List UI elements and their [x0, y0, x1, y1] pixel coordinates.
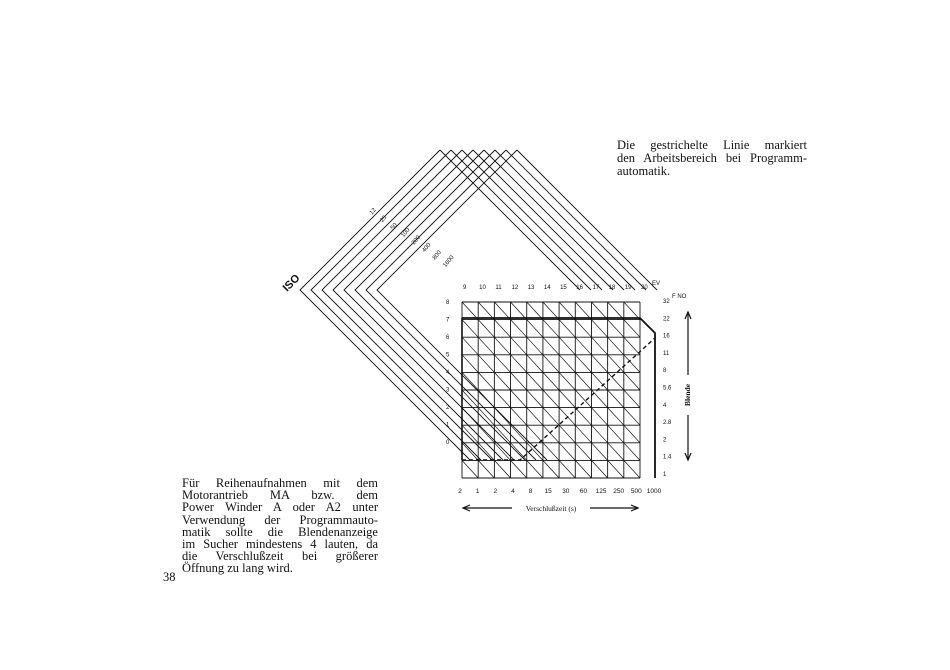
grid-diagonal [543, 390, 559, 408]
fno-value-label: 5.6 [663, 385, 672, 392]
iso-value-label: 100 [400, 227, 412, 239]
body-line: Für Reihenaufnahmen mit dem [182, 476, 378, 490]
grid-diagonal [511, 408, 527, 426]
shutter-value-label: 60 [579, 488, 588, 495]
grid-diagonal [559, 320, 575, 338]
grid-diagonal [591, 302, 607, 320]
grid-diagonal [511, 320, 527, 338]
note-line: automatik. [617, 164, 671, 178]
shutter-value-label: 500 [630, 488, 642, 495]
grid-diagonal [591, 425, 607, 443]
fno-value-label: 1.4 [663, 454, 672, 461]
grid-diagonal [608, 390, 624, 408]
shutter-value-label: 1000 [646, 488, 662, 495]
grid-diagonal [575, 302, 591, 320]
left-scale-label: 0 [446, 440, 450, 446]
ev-value-label: 15 [560, 285, 567, 291]
grid-diagonal [462, 372, 478, 390]
grid-diagonal [511, 372, 527, 390]
grid-diagonal [575, 425, 591, 443]
grid-diagonal [591, 443, 607, 461]
grid-diagonal [624, 460, 640, 478]
grid-diagonal [494, 302, 510, 320]
grid-diagonal [543, 337, 559, 355]
shutter-value-label: 125 [595, 488, 607, 495]
grid-diagonal [462, 337, 478, 355]
grid-diagonal [608, 320, 624, 338]
fno-value-label: 11 [663, 350, 670, 357]
ev-value-label: 19 [624, 285, 632, 291]
left-scale-label: 5 [446, 352, 450, 359]
grid-diagonal [559, 372, 575, 390]
iso-band-line [473, 150, 613, 290]
iso-band-line [451, 150, 591, 290]
iso-band-line [506, 150, 646, 290]
grid-diagonal [543, 355, 559, 373]
left-scale-label: 3 [446, 387, 450, 394]
grid-diagonal [527, 425, 543, 443]
diagram-lines [300, 150, 691, 511]
ev-value-label: 20 [641, 285, 648, 291]
iso-value-label: 400 [421, 242, 433, 254]
body-line: Motorantrieb MA bzw. dem [182, 488, 378, 503]
grid-diagonal [494, 425, 510, 443]
grid-diagonal [624, 390, 640, 408]
fno-value-label: 22 [663, 316, 670, 323]
note-line: den Arbeitsbereich bei Programm- [617, 151, 807, 165]
grid-diagonal [511, 443, 527, 461]
grid-diagonal [494, 337, 510, 355]
grid-diagonal [527, 355, 543, 373]
iso-band-line [440, 150, 580, 290]
grid-diagonal [608, 460, 624, 478]
shutter-value-label: 4 [511, 488, 515, 495]
body-line: Power Winder A oder A2 unter [182, 500, 378, 515]
grid-diagonal [494, 390, 510, 408]
left-scale-label: 8 [446, 300, 450, 306]
iso-band-line [517, 150, 657, 290]
left-scale-label: 2 [446, 405, 450, 411]
fno-value-label: 2.8 [663, 420, 672, 427]
iso-value-label: 1600 [442, 254, 456, 269]
grid-diagonal [478, 443, 494, 461]
grid-diagonal [559, 337, 575, 355]
grid-diagonal [624, 320, 640, 338]
fno-value-label: 16 [663, 333, 670, 340]
grid-diagonal [527, 460, 543, 478]
grid-diagonal [478, 337, 494, 355]
grid-diagonal [527, 337, 543, 355]
fno-label: F NO [672, 294, 687, 300]
ev-value-label: 10 [479, 285, 486, 291]
fno-value-label: 1 [663, 472, 667, 478]
ev-value-label: 16 [576, 285, 583, 291]
grid-diagonal [591, 372, 607, 390]
grid-diagonal [608, 355, 624, 373]
grid-diagonal [608, 408, 624, 426]
grid-diagonal [511, 390, 527, 408]
left-scale-label: 4 [446, 370, 450, 376]
grid-diagonal [511, 355, 527, 373]
grid-diagonal [575, 355, 591, 373]
grid-diagonal [559, 302, 575, 320]
iso-band-line [462, 150, 602, 290]
grid-diagonal [575, 320, 591, 338]
grid-diagonal [527, 320, 543, 338]
grid-diagonal [462, 355, 478, 373]
fno-value-label: 2 [663, 437, 667, 444]
ev-value-label: 11 [495, 285, 502, 291]
grid-diagonal [608, 443, 624, 461]
grid-diagonal [494, 443, 510, 461]
body-line: im Sucher mindestens 4 lauten, da [182, 537, 378, 552]
iso-value-label: 12 [368, 207, 378, 217]
grid-diagonal [462, 443, 478, 461]
ev-value-label: 18 [608, 285, 616, 291]
left-scale-label: 6 [446, 335, 450, 341]
grid-diagonal [591, 460, 607, 478]
shutter-value-label: 250 [613, 488, 625, 495]
grid-diagonal [575, 372, 591, 390]
shutter-value-label: 1 [475, 488, 480, 495]
body-line: die Verschlußzeit bei größerer [182, 549, 378, 564]
grid-diagonal [575, 443, 591, 461]
iso-band-line [484, 150, 624, 290]
grid-diagonal [511, 302, 527, 320]
grid-diagonal [462, 302, 478, 320]
ev-value-label: 13 [527, 285, 535, 291]
fno-value-label: 8 [663, 368, 667, 375]
shutter-value-label: 30 [562, 488, 570, 495]
grid-diagonal [527, 390, 543, 408]
grid-diagonal [462, 425, 478, 443]
grid-diagonal [559, 355, 575, 373]
ev-value-label: 9 [463, 285, 467, 291]
grid-diagonal [624, 425, 640, 443]
grid-diagonal [543, 302, 559, 320]
grid-diagonal [591, 320, 607, 338]
grid-diagonal [608, 425, 624, 443]
grid-diagonal [478, 355, 494, 373]
shutter-value-label: 2 [493, 488, 498, 495]
grid-diagonal [608, 302, 624, 320]
grid-diagonal [575, 408, 591, 426]
grid-diagonal [559, 460, 575, 478]
grid-diagonal [478, 320, 494, 338]
grid-diagonal [462, 460, 478, 478]
grid-diagonal [478, 372, 494, 390]
grid-diagonal [624, 355, 640, 373]
grid-diagonal [575, 337, 591, 355]
grid-diagonal [511, 425, 527, 443]
range-border-top [462, 318, 655, 478]
page-number: 38 [163, 570, 176, 584]
grid-diagonal [494, 372, 510, 390]
iso-value-label: 25 [379, 214, 389, 224]
grid-diagonal [527, 372, 543, 390]
grid-diagonal [462, 320, 478, 338]
grid-diagonal [559, 425, 575, 443]
grid-diagonal [624, 302, 640, 320]
grid-diagonal [543, 425, 559, 443]
grid-diagonal [494, 320, 510, 338]
fno-value-label: 32 [663, 299, 670, 305]
grid-diagonal [591, 408, 607, 426]
grid-diagonal [624, 337, 640, 355]
grid-diagonal [543, 372, 559, 390]
iso-label: ISO [280, 272, 303, 295]
ev-value-label: 14 [543, 285, 551, 291]
grid-diagonal [478, 302, 494, 320]
grid-diagonal [511, 337, 527, 355]
grid-diagonal [559, 390, 575, 408]
body-line: Öffnung zu lang wird. [182, 561, 293, 576]
shutter-value-label: 15 [544, 488, 552, 495]
iso-band-line [495, 150, 635, 290]
grid-diagonal [511, 460, 527, 478]
ev-value-label: 12 [511, 285, 519, 291]
left-scale-label: 1 [446, 422, 450, 429]
fno-value-label: 4 [663, 402, 667, 409]
grid-diagonal [478, 460, 494, 478]
body-line: matik sollte die Blendenanzeige [182, 524, 378, 539]
grid-diagonal [591, 355, 607, 373]
iso-value-label: 50 [389, 222, 399, 232]
iso-value-label: 800 [431, 249, 443, 262]
grid-diagonal [624, 443, 640, 461]
grid-diagonal [559, 443, 575, 461]
grid-diagonal [575, 390, 591, 408]
note-line: Die gestrichelte Linie markiert [617, 138, 807, 152]
ev-label: EV [652, 281, 661, 287]
grid-diagonal [543, 460, 559, 478]
grid-diagonal [608, 337, 624, 355]
left-scale-label: 7 [446, 317, 450, 324]
grid-diagonal [478, 425, 494, 443]
grid-diagonal [575, 460, 591, 478]
grid-diagonal [527, 408, 543, 426]
body-line: Verwendung der Programmauto- [182, 512, 378, 527]
grid-diagonal [624, 408, 640, 426]
grid-diagonal [494, 460, 510, 478]
grid-diagonal [527, 302, 543, 320]
ev-value-label: 17 [592, 285, 600, 291]
iso-value-label: 200 [410, 234, 422, 247]
grid-diagonal [624, 372, 640, 390]
shutter-value-label: 8 [528, 488, 533, 495]
shutter-value-label: 2 [458, 488, 462, 495]
aperture-axis-title: Blende [683, 383, 692, 407]
grid-diagonal [608, 372, 624, 390]
grid-diagonal [543, 408, 559, 426]
grid-diagonal [543, 320, 559, 338]
grid-diagonal [494, 355, 510, 373]
grid-diagonal [591, 337, 607, 355]
shutter-axis-title: Verschlußzeit (s) [525, 504, 577, 513]
